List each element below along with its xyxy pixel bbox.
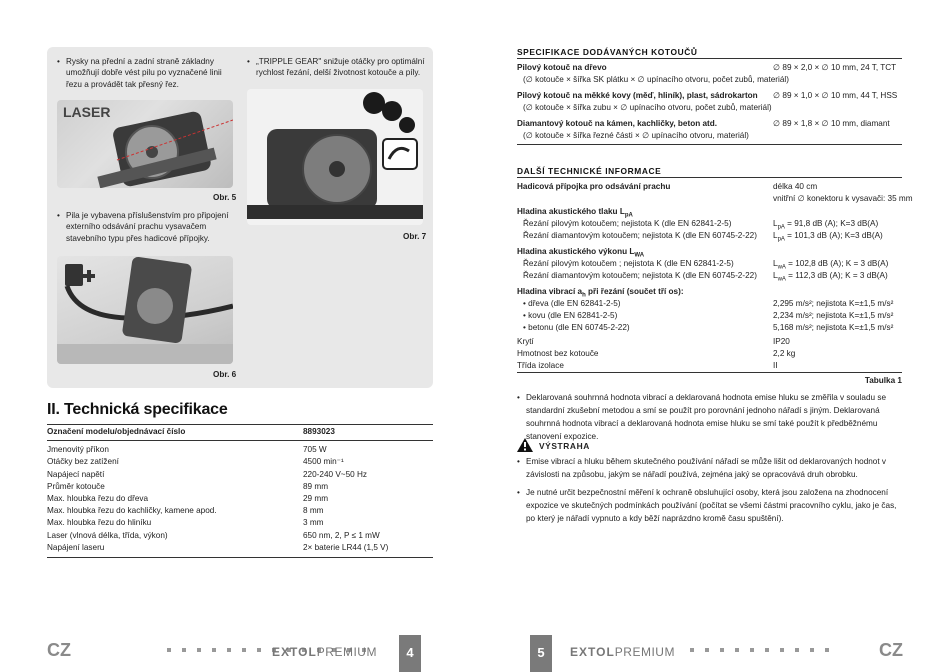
spec-table (47, 424, 433, 558)
lpa-row-2-symbol: L (773, 231, 778, 240)
lwa-row-1-sub: wA (777, 264, 786, 271)
spec-label: Max. hloubka řezu do kachličky, kamene apod. (47, 506, 217, 516)
spec-value: 29 mm (303, 494, 329, 504)
table-row (47, 481, 433, 493)
footer-dots-right (690, 644, 850, 650)
table-row (47, 517, 433, 529)
lpa-row-1-symbol: L (773, 219, 778, 228)
warning-bullet-1: • Emise vibrací a hluku během skutečného používání nářadí se může lišit od deklarovaných hodnot v závislosti na způsobu, jakým se nářadí používá, zejména jaký se opracovává druh obrobku. (517, 455, 902, 481)
hose-diameter: vnitřní ∅ konektoru k vysavači: 35 mm (773, 194, 913, 203)
weight-label: Hmotnost bez kotouče (517, 349, 599, 358)
lwa-row-1-symbol: L (773, 259, 778, 268)
lpa-row-2-rest: = 101,3 dB (A); K=3 dB(A) (784, 231, 883, 240)
blade-2-sub: (∅ kotouče × šířka zubu × ∅ upínacího otvoru, počet zubů, materiál) (523, 103, 772, 112)
blade-1-value: ∅ 89 × 2,0 × ∅ 10 mm, 24 T, TCT (773, 63, 897, 72)
lpa-row-1-sub: pA (777, 224, 785, 231)
spec-value: 89 mm (303, 481, 329, 491)
spec-label: Napájení laseru (47, 542, 105, 552)
blade-2-value: ∅ 89 × 1,0 × ∅ 10 mm, 44 T, HSS (773, 91, 898, 100)
spec-value: 705 W (303, 445, 327, 455)
class-label: Třída izolace (517, 361, 564, 370)
spec-table-header (47, 424, 433, 441)
blade-1-name: Pilový kotouč na dřevo (517, 63, 607, 72)
laser-photo (57, 100, 233, 188)
page-number-right: 5 (530, 635, 552, 672)
brand-right-premium: PREMIUM (614, 645, 675, 659)
spec-label: Průměr kotouče (47, 481, 105, 491)
table-row (47, 542, 433, 554)
hose-label: Hadicová přípojka pro odsávání prachu (517, 182, 671, 191)
blades-top-rule (517, 58, 902, 59)
spec-header-value: 8893023 (303, 427, 335, 436)
warning-bullet-2: • Je nutné určit bezpečnostní měření k ochraně obsluhující osoby, která jsou založena na zhodnocení expozice ve skutečných podmínkách používání (počítat se všemi částmi pracovního cyklu, jako je čas, po který je nářadí vypnuto a kdy běží naprázdno kromě času spuštění). (517, 486, 902, 525)
spec-label: Jmenovitý příkon (47, 445, 109, 455)
vacuum-photo (57, 256, 233, 364)
table-row (47, 505, 433, 517)
footer-lang-right: CZ (879, 640, 903, 660)
class-value: II (773, 361, 778, 370)
ip-value: IP20 (773, 337, 790, 346)
spec-label: Napájecí napětí (47, 469, 105, 479)
vib-row-2-value: 2,234 m/s²; nejistota K=±1,5 m/s² (773, 311, 894, 320)
spec-value: 4500 min⁻¹ (303, 457, 344, 467)
spec-value: 650 nm, 2, P ≤ 1 mW (303, 530, 380, 540)
lwa-row-2-label: Řezání diamantovým kotoučem; nejistota K (dle EN 60745-2-22) (523, 271, 757, 280)
lwa-row-2-rest: = 112,3 dB (A); K = 3 dB(A) (785, 271, 888, 280)
warning-title: VÝSTRAHA (539, 441, 590, 452)
spec-label: Laser (vlnová délka, třída, výkon) (47, 530, 168, 540)
table-row (47, 469, 433, 481)
vib-row-3-value: 5,168 m/s²; nejistota K=±1,5 m/s² (773, 323, 894, 332)
vib-title-text: Hladina vibrací a (517, 287, 583, 296)
vib-row-2-label: • kovu (dle EN 62841-2-5) (523, 311, 618, 320)
other-info-top-rule (517, 177, 902, 178)
lwa-row-2-value (773, 270, 888, 286)
page-number-left: 4 (399, 635, 421, 672)
weight-value: 2,2 kg (773, 349, 796, 358)
spec-label: Otáčky bez zatížení (47, 457, 119, 467)
table-1-label: Tabulka 1 (864, 376, 902, 385)
gear-saw-illustration (247, 89, 423, 225)
spec-header-label: Označení modelu/objednávací číslo (47, 427, 186, 436)
footer-brand-left (272, 645, 377, 660)
blade-2-name: Pilový kotouč na měkké kovy (měď, hliník), plast, sádrokarton (517, 91, 758, 100)
footer-brand-right (570, 645, 675, 660)
lpa-row-1-label: Řezání pilovým kotoučem; nejistota K (dle EN 62841-2-5) (523, 219, 732, 228)
figure-5-label: Obr. 5 (213, 193, 237, 202)
spec-value: 8 mm (303, 506, 324, 516)
vib-title-rest: při řezání (součet tří os): (585, 287, 684, 296)
table-row (47, 456, 433, 468)
lwa-row-1-label: Řezání pilovým kotoučem ; nejistota K (dle EN 62841-2-5) (523, 259, 734, 268)
laser-label: LASER (63, 104, 111, 120)
blade-1-sub: (∅ kotouče × šířka SK plátku × ∅ upínacího otvoru, počet zubů, materiál) (523, 75, 789, 84)
vacuum-hose-illustration (57, 256, 233, 364)
blades-title: SPECIFIKACE DODÁVANÝCH KOTOUČŮ (517, 47, 698, 57)
lwa-row-1-rest: = 102,8 dB (A); K = 3 dB(A) (785, 259, 889, 268)
vib-row-1-label: • dřeva (dle EN 62841-2-5) (523, 299, 621, 308)
brand-right-extol: EXTOL (570, 645, 615, 659)
spec-value: 2× baterie LR44 (1,5 V) (303, 542, 389, 552)
footer-lang-left: CZ (47, 640, 71, 660)
vib-row-1-value: 2,295 m/s²; nejistota K=±1,5 m/s² (773, 299, 894, 308)
other-info-bottom-rule (517, 372, 902, 373)
blade-3-name: Diamantový kotouč na kámen, kachličky, beton atd. (517, 119, 718, 128)
figure-6-label: Obr. 6 (213, 370, 237, 379)
gear-bullet: • „TRIPPLE GEAR" snižuje otáčky pro optimální rychlost řezání, delší životnost kotouče a píly. (247, 56, 427, 79)
warning-icon (517, 438, 533, 452)
hose-length: délka 40 cm (773, 182, 818, 191)
warning-heading (517, 438, 590, 452)
blade-3-sub: (∅ kotouče × šířka řezné části × ∅ upínacího otvoru, materiál) (523, 131, 749, 140)
brand-left-extol: EXTOL (272, 645, 317, 659)
brand-left-premium: PREMIUM (316, 645, 377, 659)
lwa-title-sub: WA (634, 252, 645, 259)
figure-7-label: Obr. 7 (403, 232, 427, 241)
gear-photo (247, 89, 423, 225)
lpa-title-text: Hladina akustického tlaku L (517, 207, 625, 216)
table-row (47, 493, 433, 505)
other-info-title: DALŠÍ TECHNICKÉ INFORMACE (517, 166, 662, 176)
spec-value: 3 mm (303, 518, 324, 528)
spec-table-bottom-rule (47, 554, 433, 558)
spec-value: 220-240 V~50 Hz (303, 469, 367, 479)
spec-label: Max. hloubka řezu do dřeva (47, 494, 149, 504)
lpa-title-sub: pA (624, 212, 633, 219)
lwa-title-text: Hladina akustického výkonu L (517, 247, 635, 256)
lwa-row-2-sub: wA (777, 276, 786, 283)
table-row (47, 444, 433, 456)
spec-label: Max. hloubka řezu do hliníku (47, 518, 152, 528)
lpa-row-2-label: Řezání diamantovým kotoučem; nejistota K (dle EN 60745-2-22) (523, 231, 757, 240)
ip-label: Krytí (517, 337, 534, 346)
blade-3-value: ∅ 89 × 1,8 × ∅ 10 mm, diamant (773, 119, 890, 128)
vib-title-sub: h (582, 292, 586, 299)
section-title: II. Technická specifikace (47, 401, 228, 418)
lpa-row-1-rest: = 91,8 dB (A); K=3 dB(A) (784, 219, 879, 228)
vib-row-3-label: • betonu (dle EN 60745-2-22) (523, 323, 630, 332)
lwa-row-2-symbol: L (773, 271, 778, 280)
lpa-row-2-value (773, 230, 883, 246)
blades-bottom-rule (517, 144, 902, 145)
table-row (47, 530, 433, 542)
declared-values-note: • Deklarovaná souhrnná hodnota vibrací a deklarovaná hodnota emise hluku se změřila v souladu se standardní zkušební metodou a smí se použít pro porovnání jednoho nářadí s jiným. Deklarovaná souhrnná hodnota vibrací a deklarovaná hodnota emise hluku se smí také použít k předběžnému stanovení expozice. (517, 391, 902, 443)
vacuum-bullet: • Pila je vybavena příslušenstvím pro připojení externího odsávání prachu vysavačem stavebního typu přes hadicové přípojky. (57, 210, 235, 244)
laser-bullet: • Rysky na přední a zadní straně základny umožňují dobře vést pilu po vyznačené linii řezu a provádět tak přesný řez. (57, 56, 237, 90)
lpa-row-2-sub: pA (777, 236, 785, 243)
